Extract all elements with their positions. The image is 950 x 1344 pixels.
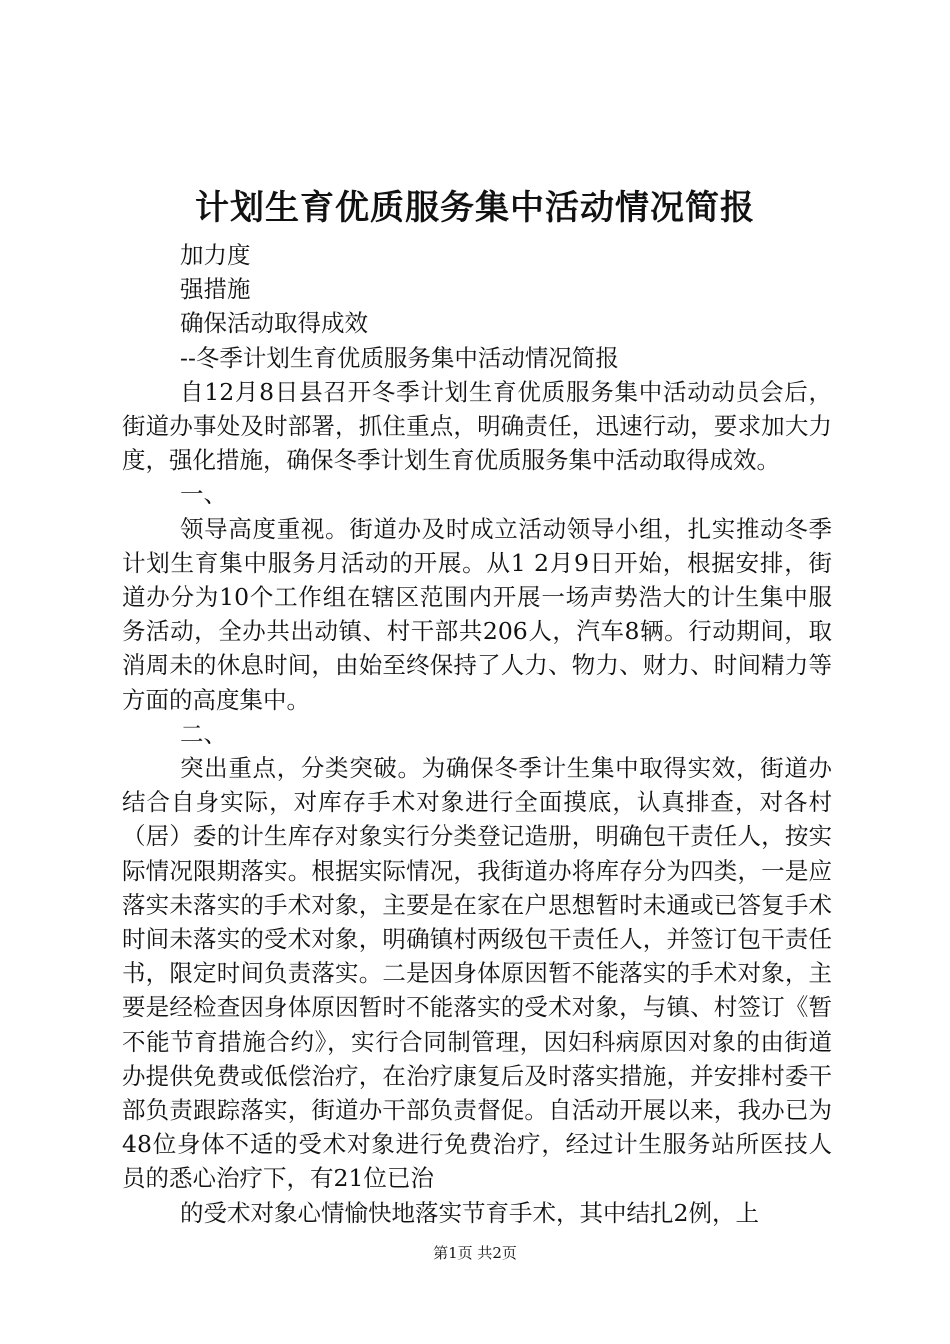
- heading-line-2: 强措施: [180, 275, 251, 304]
- paragraph-intro: 自12月8日县召开冬季计划生育优质服务集中活动动员会后，街道办事处及时部署，抓住重点，明确责任，迅速行动，要求加大力度，强化措施，确保冬季计划生育优质服务集中活动取得成效。: [122, 377, 832, 475]
- document-body: [122, 238, 832, 1230]
- heading-line-1: 加力度: [180, 241, 251, 269]
- section-number-2: 二、: [180, 719, 227, 748]
- subtitle-line: --冬季计划生育优质服务集中活动情况简报: [180, 343, 619, 372]
- section-number-1: 一、: [180, 480, 227, 509]
- heading-line-3: 确保活动取得成效: [180, 309, 368, 338]
- paragraph-continuation: 的受术对象心情愉快地落实节育手术，其中结扎2例，上: [180, 1198, 759, 1227]
- paragraph-leadership: 领导高度重视。街道办及时成立活动领导小组，扎实推动冬季计划生育集中服务月活动的开展。从1 2月9日开始，根据安排，街道办分为10个工作组在辖区范围内开展一场声势浩大的计生集中服务活动，全办共出动镇、村干部共206人，汽车8辆。行动期间，取消周未的休息时间，由始至终保持了人力、物力、财力、时间精力等方面的高度集中。: [122, 514, 832, 714]
- document-title: 计划生育优质服务集中活动情况简报: [195, 188, 755, 228]
- paragraph-focus: 突出重点，分类突破。为确保冬季计生集中取得实效，街道办结合自身实际，对库存手术对象进行全面摸底，认真排查，对各村（居）委的计生库存对象实行分类登记造册，明确包干责任人，按实际情况限期落实。根据实际情况，我街道办将库存分为四类，一是应落实未落实的手术对象，主要是在家在户思想暂时未通或已答复手术时间未落实的受术对象，明确镇村两级包干责任人，并签订包干责任书，限定时间负责落实。二是因身体原因暂不能落实的手术对象，主要是经检查因身体原因暂时不能落实的受术对象，与镇、村签订《暂不能节育措施合约》，实行合同制管理，因妇科病原因对象的由街道办提供免费或低偿治疗，在治疗康复后及时落实措施，并安排村委干部负责跟踪落实，街道办干部负责督促。自活动开展以来，我办已为48位身体不适的受术对象进行免费治疗，经过计生服务站所医技人员的悉心治疗下，有21位已治: [122, 754, 832, 1193]
- page-number: 第1页 共2页: [433, 1244, 517, 1262]
